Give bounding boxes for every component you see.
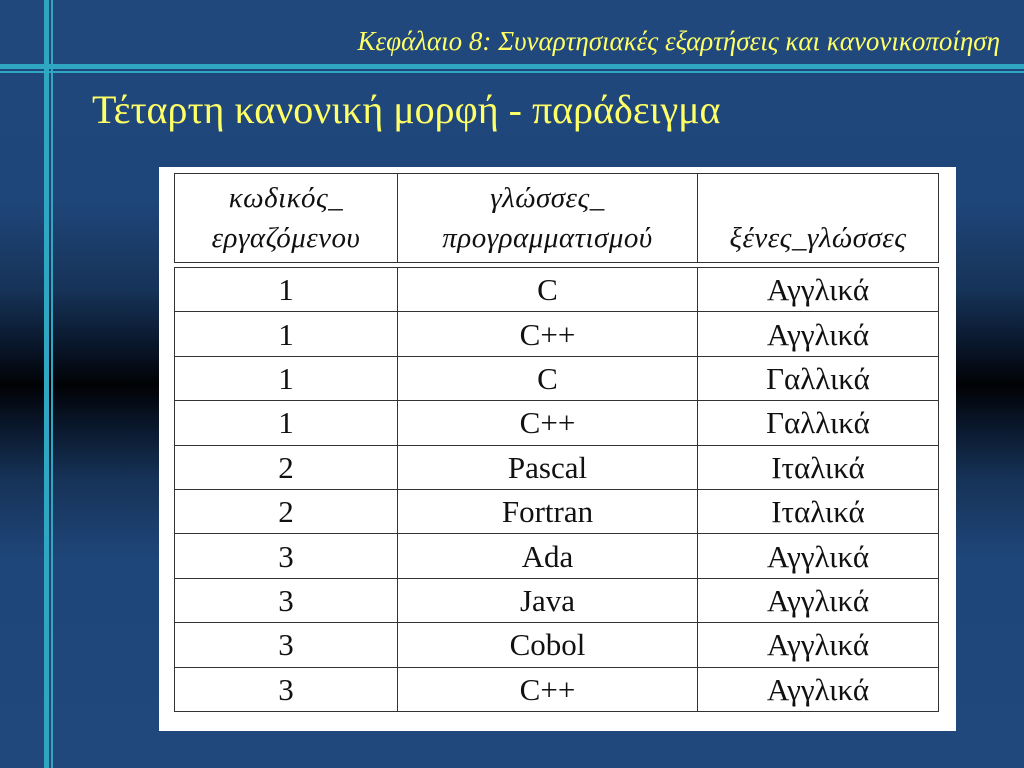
table-cell: C++ xyxy=(398,312,698,356)
table-row xyxy=(175,623,939,667)
table-cell: Αγγλικά xyxy=(698,534,939,578)
table-row xyxy=(175,268,939,312)
table-cell: Cobol xyxy=(398,623,698,667)
table-cell: Ιταλικά xyxy=(698,445,939,489)
table-cell: 2 xyxy=(175,445,398,489)
table-header xyxy=(174,173,939,263)
column-header-line: γλώσσες_ xyxy=(490,182,605,214)
table-row xyxy=(175,534,939,578)
vertical-accent-line xyxy=(44,0,49,768)
chapter-title: Κεφάλαιο 8: Συναρτησιακές εξαρτήσεις και κανονικοποίηση xyxy=(357,26,1000,56)
table-cell: Java xyxy=(398,578,698,622)
table-cell: C xyxy=(398,356,698,400)
table-cell: 1 xyxy=(175,312,398,356)
table-cell: Pascal xyxy=(398,445,698,489)
table-row xyxy=(175,445,939,489)
column-header xyxy=(698,174,939,263)
table-cell: Αγγλικά xyxy=(698,312,939,356)
table-cell: Ada xyxy=(398,534,698,578)
table-row xyxy=(175,356,939,400)
slide-title: Τέταρτη κανονική μορφή - παράδειγμα xyxy=(92,87,721,132)
column-header-line: κωδικός_ xyxy=(228,182,344,214)
vertical-accent-line-thin xyxy=(51,0,53,768)
horizontal-accent-line-thin xyxy=(0,71,1024,73)
table-cell: Αγγλικά xyxy=(698,667,939,711)
table-cell: 1 xyxy=(175,268,398,312)
horizontal-accent-line xyxy=(0,64,1024,69)
table-body xyxy=(174,267,939,712)
column-header xyxy=(398,174,698,263)
column-header-line: προγραμματισμού xyxy=(442,222,653,254)
column-header-line: εργαζόμενου xyxy=(211,222,361,254)
table-row xyxy=(175,312,939,356)
table-cell: Fortran xyxy=(398,489,698,533)
table-cell: 1 xyxy=(175,401,398,445)
table-cell: 3 xyxy=(175,578,398,622)
table-cell: 3 xyxy=(175,623,398,667)
column-header xyxy=(175,174,398,263)
table-row xyxy=(175,667,939,711)
table-cell: 2 xyxy=(175,489,398,533)
table-cell: Γαλλικά xyxy=(698,401,939,445)
table-cell: Αγγλικά xyxy=(698,578,939,622)
table-cell: 3 xyxy=(175,534,398,578)
table-cell: Ιταλικά xyxy=(698,489,939,533)
table-row xyxy=(175,578,939,622)
table-row xyxy=(175,489,939,533)
table-cell: C xyxy=(398,268,698,312)
table-cell: Αγγλικά xyxy=(698,623,939,667)
header-row xyxy=(175,174,939,263)
table-cell: 1 xyxy=(175,356,398,400)
table-cell: C++ xyxy=(398,667,698,711)
table-cell: Γαλλικά xyxy=(698,356,939,400)
table-cell: C++ xyxy=(398,401,698,445)
column-header-line: ξένες_γλώσσες xyxy=(729,222,907,254)
table-cell: Αγγλικά xyxy=(698,268,939,312)
table-panel xyxy=(159,167,956,731)
table-row xyxy=(175,401,939,445)
table-cell: 3 xyxy=(175,667,398,711)
